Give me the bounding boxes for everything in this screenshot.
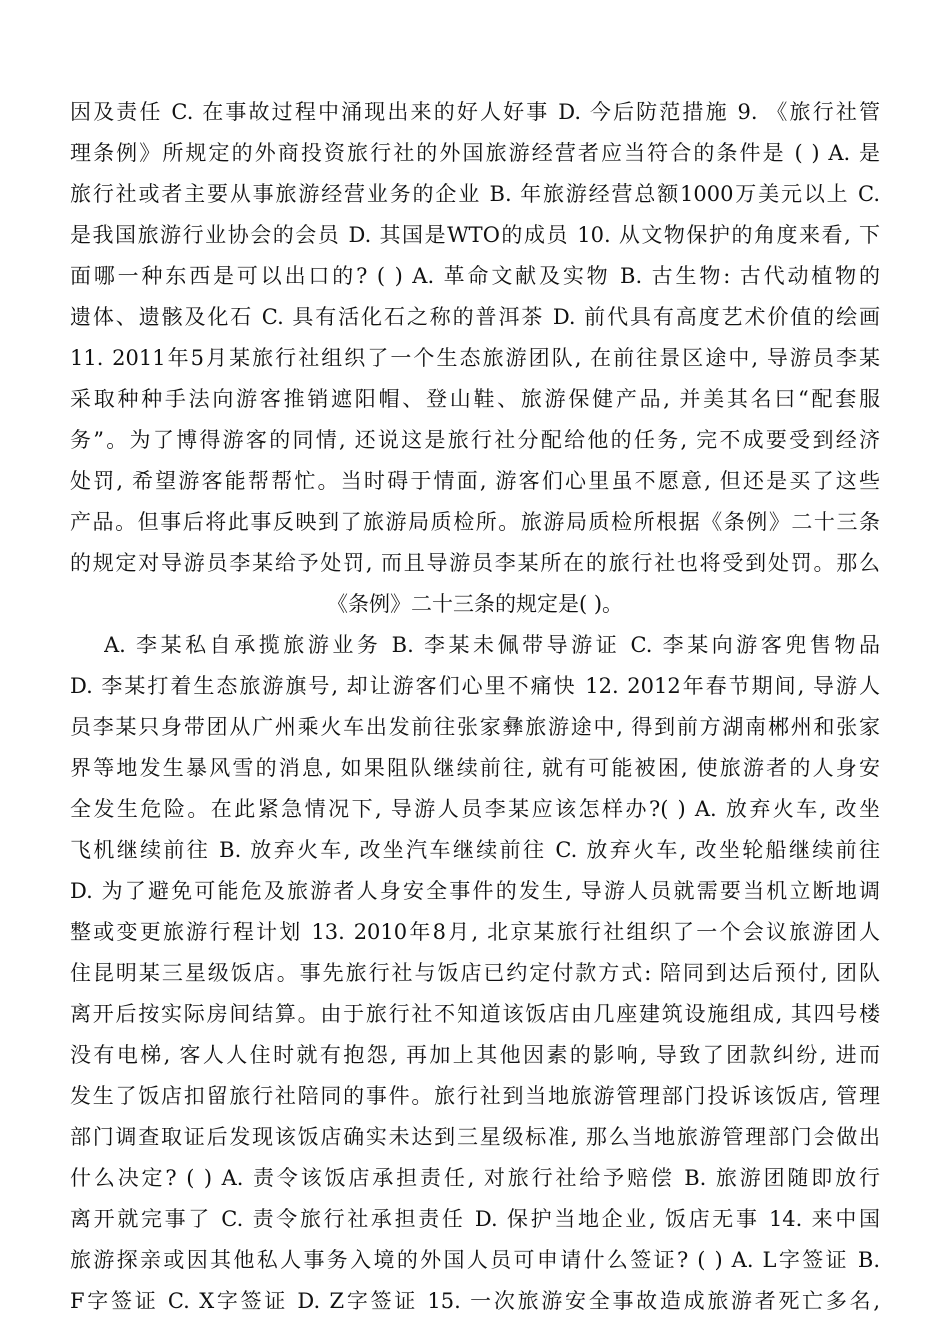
text-line: 员李某只身带团从广州乘火车出发前往张家彝旅游途中, 得到前方湖南郴州和张家 [70, 715, 880, 739]
text-line: 11. 2011年5月某旅行社组织了一个生态旅游团队, 在前往景区途中, 导游员李某 [70, 346, 880, 370]
text-line: 没有电梯, 客人人住时就有抱怨, 再加上其他因素的影响, 导致了团款纠纷, 进而 [70, 1043, 880, 1067]
text-line: 什么决定? ( ) A. 责令该饭店承担责任, 对旅行社给予赔偿 B. 旅游团随即放行 [70, 1166, 880, 1190]
text-line: 全发生危险。在此紧急情况下, 导游人员李某应该怎样办?( ) A. 放弃火车, 改坐 [70, 797, 880, 821]
text-line: 旅游探亲或因其他私人事务入境的外国人员可申请什么签证? ( ) A. L字签证 B. [70, 1248, 880, 1272]
text-line: 是我国旅游行业协会的会员 D. 其国是WTO的成员 10. 从文物保护的角度来看, 下 [70, 223, 880, 247]
text-line: 采取种种手法向游客推销遮阳帽、登山鞋、旅游保健产品, 并美其名曰“配套服 [70, 387, 880, 411]
text-line: 面哪一种东西是可以出口的? ( ) A. 革命文献及实物 B. 古生物: 古代动植物的 [70, 264, 880, 288]
text-line: D. 李某打着生态旅游旗号, 却让游客们心里不痛快 12. 2012年春节期间, 导游人 [70, 674, 880, 698]
text-line: 产品。但事后将此事反映到了旅游局质检所。旅游局质检所根据《条例》二十三条 [70, 510, 880, 534]
text-line: 理条例》所规定的外商投资旅行社的外国旅游经营者应当符合的条件是 ( ) A. 是 [70, 141, 880, 165]
text-line: 部门调查取证后发现该饭店确实未达到三星级标准, 那么当地旅游管理部门会做出 [70, 1125, 880, 1149]
text-line: 整或变更旅游行程计划 13. 2010年8月, 北京某旅行社组织了一个会议旅游团人 [70, 920, 880, 944]
text-line: 发生了饭店扣留旅行社陪同的事件。旅行社到当地旅游管理部门投诉该饭店, 管理 [70, 1084, 880, 1108]
text-line: D. 为了避免可能危及旅游者人身安全事件的发生, 导游人员就需要当机立断地调 [70, 879, 880, 903]
text-line: 住昆明某三星级饭店。事先旅行社与饭店已约定付款方式: 陪同到达后预付, 团队 [70, 961, 880, 985]
text-line: 离开后按实际房间结算。由于旅行社不知道该饭店由几座建筑设施组成, 其四号楼 [70, 1002, 880, 1026]
text-line: 旅行社或者主要从事旅游经营业务的企业 B. 年旅游经营总额1000万美元以上 C. [70, 182, 880, 206]
text-line-centered: 《条例》二十三条的规定是( )。 [326, 592, 624, 616]
text-line: 的规定对导游员李某给予处罚, 而且导游员李某所在的旅行社也将受到处罚。那么 [70, 551, 880, 575]
text-line: 界等地发生暴风雪的消息, 如果阻队继续前往, 就有可能被困, 使旅游者的人身安 [70, 756, 880, 780]
text-line: 飞机继续前往 B. 放弃火车, 改坐汽车继续前往 C. 放弃火车, 改坐轮船继续前往 [70, 838, 880, 862]
text-line: 处罚, 希望游客能帮帮忙。当时碍于情面, 游客们心里虽不愿意, 但还是买了这些 [70, 469, 880, 493]
text-line: 离开就完事了 C. 责令旅行社承担责任 D. 保护当地企业, 饭店无事 14. 来中国 [70, 1207, 880, 1231]
text-line-indented: A. 李某私自承揽旅游业务 B. 李某未佩带导游证 C. 李某向游客兜售物品 [104, 633, 880, 657]
text-line: F字签证 C. X字签证 D. Z字签证 15. 一次旅游安全事故造成旅游者死亡多名, [70, 1289, 880, 1313]
text-line: 遗体、遗骸及化石 C. 具有活化石之称的普洱茶 D. 前代具有高度艺术价值的绘画 [70, 305, 880, 329]
text-line: 务”。为了博得游客的同情, 还说这是旅行社分配给他的任务, 完不成要受到经济 [70, 428, 880, 452]
text-line: 因及责任 C. 在事故过程中涌现出来的好人好事 D. 今后防范措施 9. 《旅行社管 [70, 100, 880, 124]
